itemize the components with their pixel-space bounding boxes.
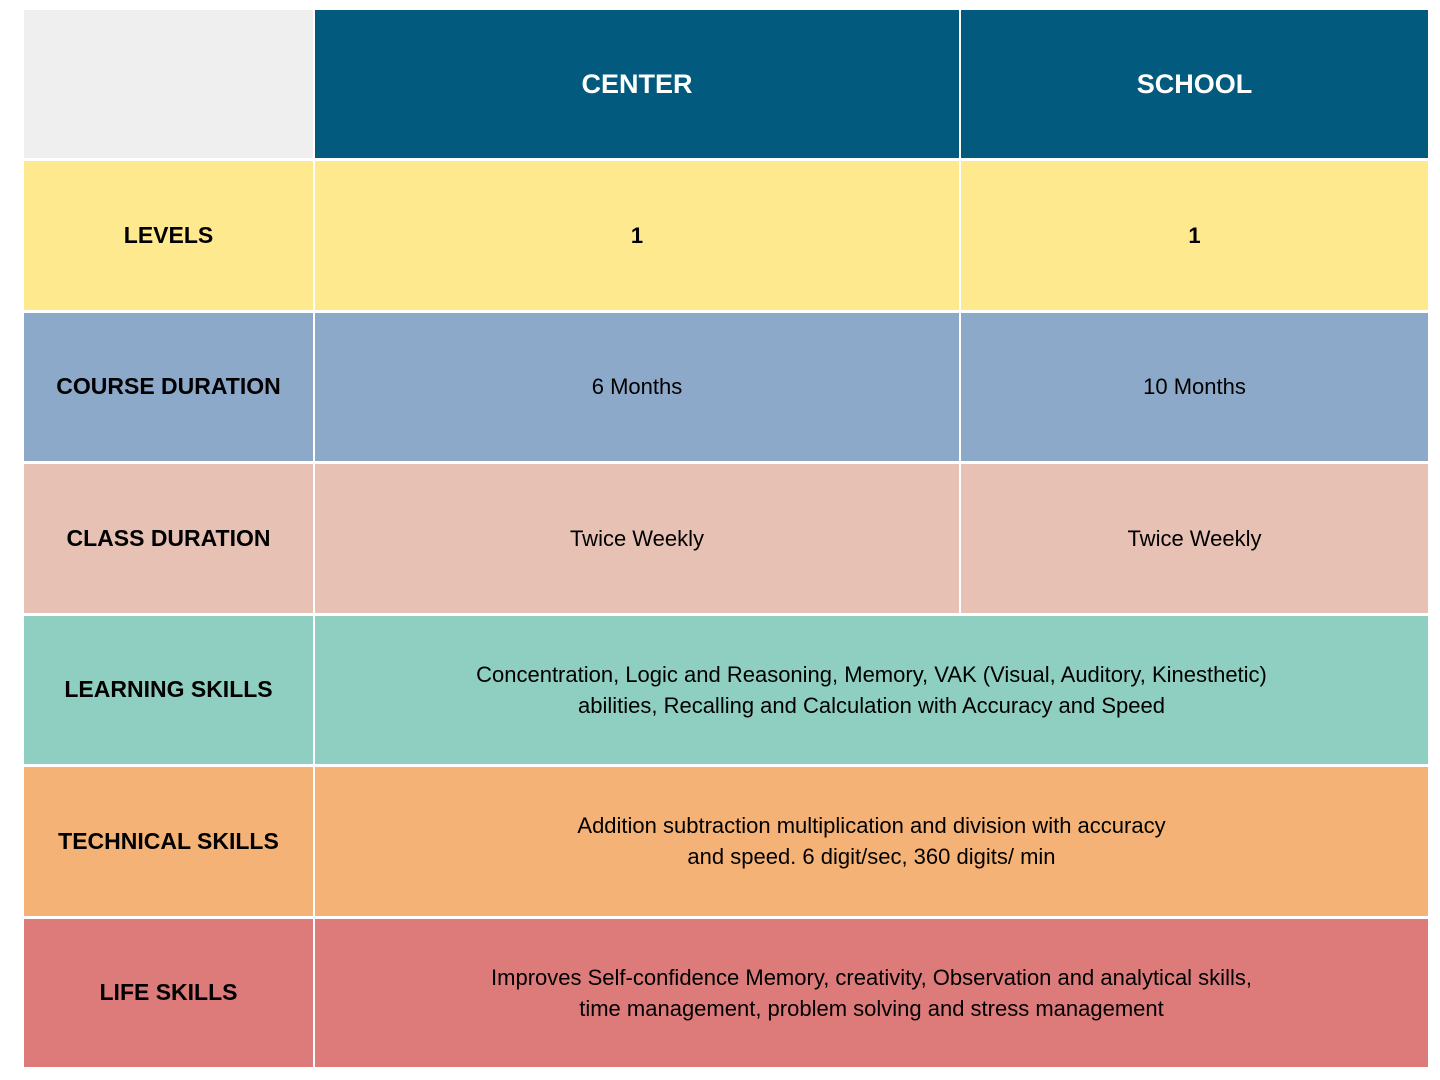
technical-skills-line-1: Addition subtraction multiplication and division with accuracy <box>577 813 1166 839</box>
course-duration-center-value: 6 Months <box>315 313 959 465</box>
life-skills-line-1: Improves Self-confidence Memory, creativity, Observation and analytical skills, <box>491 964 1252 990</box>
row-label-technical-skills: TECHNICAL SKILLS <box>24 767 313 919</box>
levels-school-value: 1 <box>961 161 1428 313</box>
comparison-table <box>24 10 1426 1070</box>
learning-skills-value <box>315 616 1428 768</box>
row-label-life-skills: LIFE SKILLS <box>24 919 313 1071</box>
header-school: SCHOOL <box>961 10 1428 161</box>
class-duration-school-value: Twice Weekly <box>961 464 1428 616</box>
row-label-class-duration: CLASS DURATION <box>24 464 313 616</box>
row-label-course-duration: COURSE DURATION <box>24 313 313 465</box>
learning-skills-line-1: Concentration, Logic and Reasoning, Memory, VAK (Visual, Auditory, Kinesthetic) <box>476 661 1267 687</box>
technical-skills-line-2: and speed. 6 digit/sec, 360 digits/ min <box>687 844 1056 870</box>
life-skills-line-2: time management, problem solving and stress management <box>579 995 1164 1021</box>
life-skills-value <box>315 919 1428 1071</box>
class-duration-center-value: Twice Weekly <box>315 464 959 616</box>
header-center: CENTER <box>315 10 959 161</box>
table-corner-cell <box>24 10 313 161</box>
levels-center-value: 1 <box>315 161 959 313</box>
row-label-learning-skills: LEARNING SKILLS <box>24 616 313 768</box>
course-duration-school-value: 10 Months <box>961 313 1428 465</box>
learning-skills-line-2: abilities, Recalling and Calculation with Accuracy and Speed <box>577 692 1165 718</box>
row-label-levels: LEVELS <box>24 161 313 313</box>
technical-skills-value <box>315 767 1428 919</box>
